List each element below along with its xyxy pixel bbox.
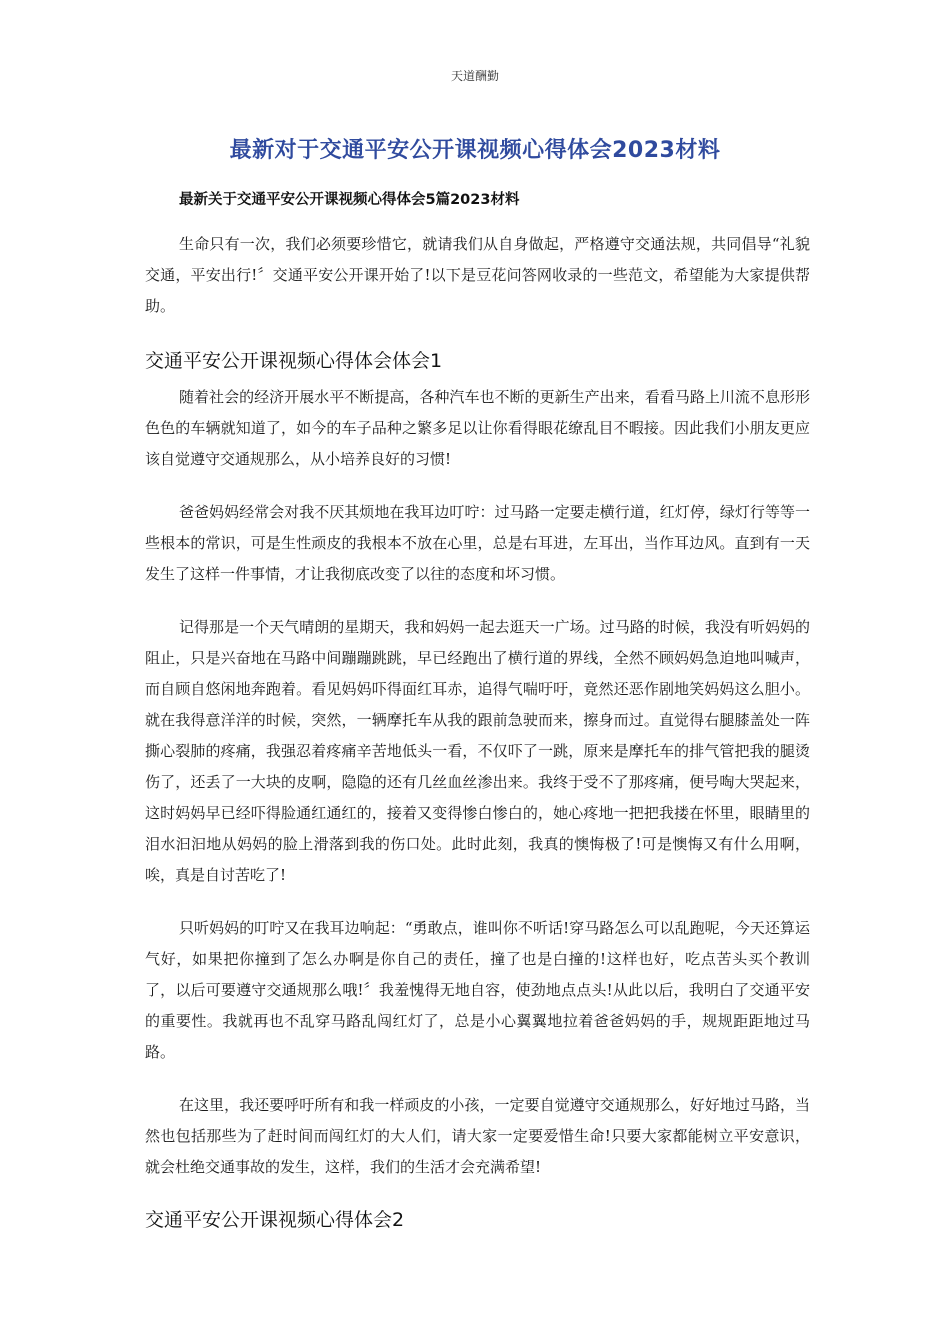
- section-1-paragraph-5: 在这里，我还要呼吁所有和我一样顽皮的小孩，一定要自觉遵守交通规那么，好好地过马路，当然也包括那些为了赶时间而闯红灯的大人们，请大家一定要爱惜生命!只要大家都能树立平安意识，就会杜绝交通事故的发生，这样，我们的生活才会充满希望!: [145, 1096, 810, 1176]
- section-1-paragraph-3: 记得那是一个天气晴朗的星期天，我和妈妈一起去逛天一广场。过马路的时候，我没有听妈妈的阻止，只是兴奋地在马路中间蹦蹦跳跳，早已经跑出了横行道的界线，全然不顾妈妈急迫地叫喊声，而自顾自悠闲地奔跑着。看见妈妈吓得面红耳赤，追得气喘吁吁，竟然还恶作剧地笑妈妈这么胆小。就在我得意洋洋的时候，突然，一辆摩托车从我的跟前急驶而来，擦身而过。直觉得右腿膝盖处一阵撕心裂肺的疼痛，我强忍着疼痛辛苦地低头一看，不仅吓了一跳，原来是摩托车的排气管把我的腿烫伤了，还丢了一大块的皮啊，隐隐的还有几丝血丝渗出来。我终于受不了那疼痛，便号啕大哭起来，这时妈妈早已经吓得脸通红通红的，接着又变得惨白惨白的，她心疼地一把把我搂在怀里，眼睛里的泪水汩汩地从妈妈的脸上滑落到我的伤口处。此时此刻，我真的懊悔极了!可是懊悔又有什么用啊，唉，真是自讨苦吃了!: [145, 618, 810, 884]
- document-subtitle: 最新关于交通平安公开课视频心得体会5篇2023材料: [179, 192, 520, 208]
- header-mark: 天道酬勤: [450, 69, 499, 83]
- document-title: 最新对于交通平安公开课视频心得体会2023材料: [229, 138, 721, 163]
- section-1-paragraph-2: 爸爸妈妈经常会对我不厌其烦地在我耳边叮咛：过马路一定要走横行道，红灯停，绿灯行等等一些根本的常识，可是生性顽皮的我根本不放在心里，总是右耳进，左耳出，当作耳边风。直到有一天发生了这样一件事情，才让我彻底改变了以往的态度和坏习惯。: [145, 503, 810, 583]
- section-1-paragraph-1: 随着社会的经济开展水平不断提高，各种汽车也不断的更新生产出来，看看马路上川流不息形形色色的车辆就知道了，如今的车子品种之繁多足以让你看得眼花缭乱目不暇接。因此我们小朋友更应该自觉遵守交通规那么，从小培养良好的习惯!: [145, 388, 810, 468]
- document-body: [145, 229, 810, 1235]
- section-2-heading: 交通平安公开课视频心得体会2: [145, 1209, 405, 1231]
- intro-paragraph: 生命只有一次，我们必须要珍惜它，就请我们从自身做起，严格遵守交通法规，共同倡导“礼貌交通，平安出行!〞交通平安公开课开始了!以下是豆花问答网收录的一些范文，希望能为大家提供帮助。: [145, 235, 810, 315]
- section-1-heading: 交通平安公开课视频心得体会体会1: [145, 350, 443, 372]
- section-1-paragraph-4: 只听妈妈的叮咛又在我耳边响起：“勇敢点，谁叫你不听话!穿马路怎么可以乱跑呢，今天还算运气好，如果把你撞到了怎么办啊是你自己的责任，撞了也是白撞的!这样也好，吃点苦头买个教训了，以后可要遵守交通规那么哦!〞我羞愧得无地自容，使劲地点点头!从此以后，我明白了交通平安的重要性。我就再也不乱穿马路乱闯红灯了，总是小心翼翼地拉着爸爸妈妈的手，规规距距地过马路。: [145, 919, 810, 1061]
